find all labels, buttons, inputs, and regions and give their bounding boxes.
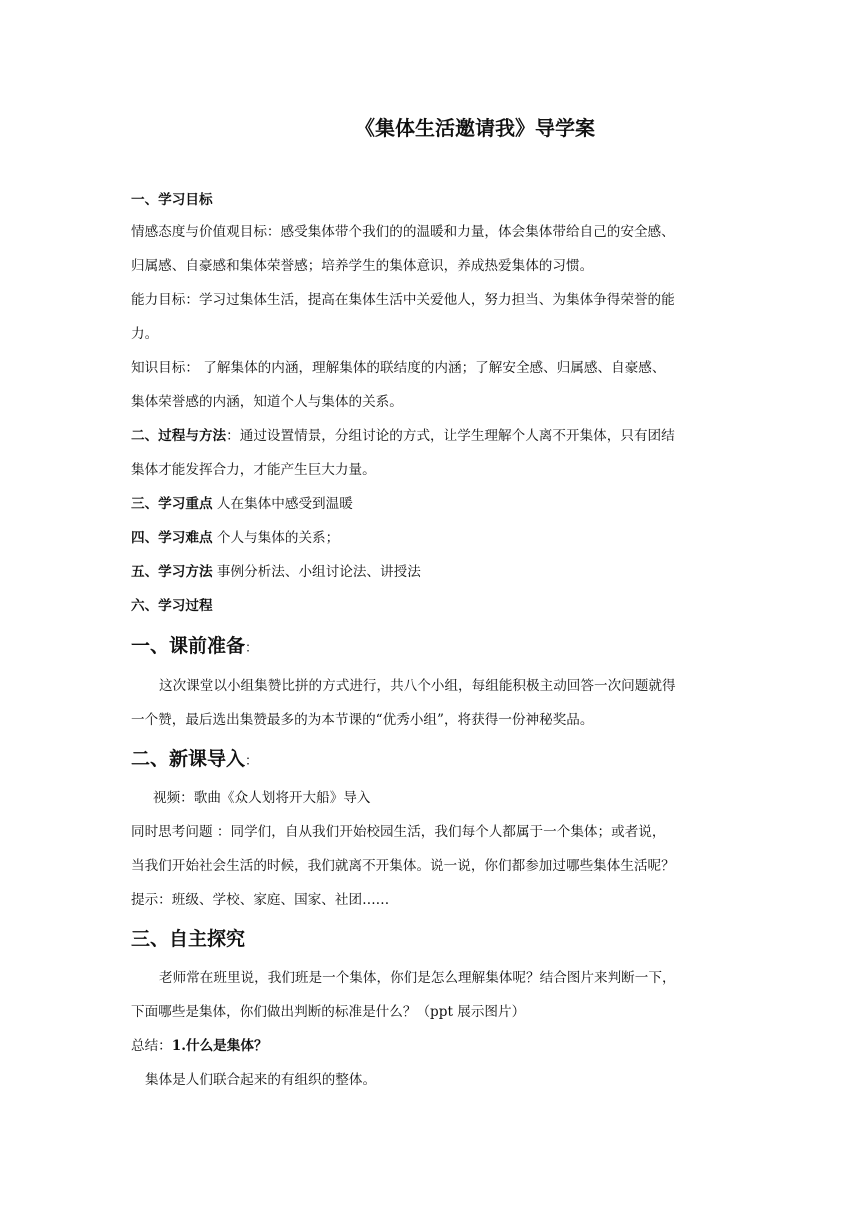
section-heading-key-point: 三、学习重点 [131,496,213,512]
paragraph-line: 归属感、自豪感和集体荣誉感；培养学生的集体意识，养成热爱集体的习惯。 [131,258,594,274]
paragraph-line: 力。 [131,326,159,342]
paragraph-line: 老师常在班里说，我们班是一个集体，你们是怎么理解集体呢？结合图片来判断一下， [159,970,676,986]
paragraph-line: 一个赞，最后选出集赞最多的为本节课的“优秀小组”，将获得一份神秘奖品。 [131,712,594,728]
paragraph-line: 能力目标：学习过集体生活，提高在集体生活中关爱他人，努力担当、为集体争得荣誉的能 [131,292,675,308]
paragraph-line: 视频：歌曲《众人划将开大船》导入 [153,790,371,806]
section-heading-difficulty: 四、学习难点 [131,530,213,546]
paragraph-line: 同时思考问题 ：同学们，自从我们开始校园生活，我们每个人都属于一个集体；或者说， [131,824,666,840]
process-text: ：通过设置情景，分组讨论的方式，让学生理解个人离不开集体，只有团结 [226,428,675,444]
section-heading-learning-process: 六、学习过程 [131,598,213,614]
section-heading-learning-goals: 一、学习目标 [131,192,213,208]
summary-line [131,1036,741,1056]
method-text: 事例分析法、小组讨论法、讲授法 [212,564,421,580]
difficulty-line [131,528,741,548]
difficulty-text: 个人与集体的关系； [212,530,340,546]
heading-preparation-text: 一、课前准备 [131,635,246,657]
paragraph-line: 集体才能发挥合力，才能产生巨大力量。 [131,462,376,478]
summary-question: 1.什么是集体？ [171,1038,268,1054]
paragraph-line: 这次课堂以小组集赞比拼的方式进行，共八个小组，每组能积极主动回答一次问题就得 [159,678,676,694]
paragraph-line: 下面哪些是集体，你们做出判断的标准是什么？（ppt 展示图片） [131,1004,526,1020]
paragraph-line: 提示：班级、学校、家庭、国家、社团…… [131,892,390,908]
process-method-line [131,426,741,446]
section-heading-process: 二、过程与方法 [131,428,227,444]
paragraph-line: 知识目标： 了解集体的内涵，理解集体的联结度的内涵；了解安全感、归属感、自豪感、 [131,360,666,376]
key-point-text: 人在集体中感受到温暖 [212,496,353,512]
paragraph-line: 当我们开始社会生活的时候，我们就离不开集体。说一说，你们都参加过哪些集体生活呢？ [131,858,675,874]
heading-self-exploration: 三、自主探究 [131,928,246,950]
key-point-line [131,494,741,514]
heading-new-lesson-text: 二、新课导入 [131,748,246,770]
paragraph-line: 情感态度与价值观目标：感受集体带个我们的的温暖和力量，体会集体带给自己的安全感、 [131,224,675,240]
summary-label: 总结： [131,1038,172,1054]
heading-colon: ： [245,641,259,656]
section-heading-method: 五、学习方法 [131,564,213,580]
heading-colon: ： [245,754,259,769]
paragraph-line: 集体荣誉感的内涵，知道个人与集体的关系。 [131,394,403,410]
heading-preparation [131,634,258,661]
method-line [131,562,741,582]
page-title: 《集体生活邀请我》导学案 [355,116,595,140]
heading-new-lesson [131,747,258,774]
paragraph-line: 集体是人们联合起来的有组织的整体。 [145,1072,377,1088]
